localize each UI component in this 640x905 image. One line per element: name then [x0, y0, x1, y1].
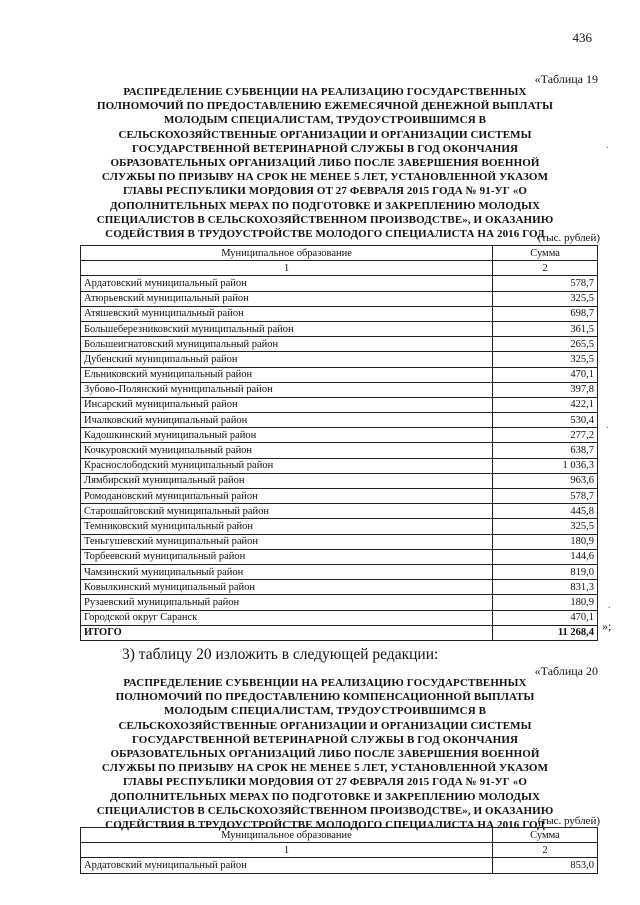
sum-value: 1 036,3 [493, 458, 598, 473]
table-19 [80, 245, 598, 641]
heading-line: СЕЛЬСКОХОЗЯЙСТВЕННЫЕ ОРГАНИЗАЦИИ И ОРГАНИЗАЦИИ СИСТЕМЫ [118, 719, 532, 732]
heading-line: ПОЛНОМОЧИЙ ПО ПРЕДОСТАВЛЕНИЮ КОМПЕНСАЦИОННОЙ ВЫПЛАТЫ [115, 691, 535, 704]
table-row [81, 428, 598, 443]
municipality-name: Атюрьевский муниципальный район [81, 291, 493, 306]
sum-value: 963,6 [493, 473, 598, 488]
column-header-sum: Сумма [492, 828, 597, 843]
column-header-sum: Сумма [493, 246, 598, 261]
sum-value: 325,5 [493, 352, 598, 367]
page-number: 436 [572, 30, 592, 45]
table-header-row [81, 246, 598, 261]
municipality-name: Рузаевский муниципальный район [81, 595, 493, 610]
municipality-name: Ромодановский муниципальный район [81, 489, 493, 504]
municipality-name: Краснослободский муниципальный район [81, 458, 493, 473]
sum-value: 361,5 [493, 321, 598, 336]
municipality-name: Ичалковский муниципальный район [81, 413, 493, 428]
closing-quote-mark: »; [602, 619, 612, 633]
table-row [81, 352, 598, 367]
sum-value: 638,7 [493, 443, 598, 458]
municipality-name: Ардатовский муниципальный район [81, 276, 493, 291]
heading-line: СОДЕЙСТВИЯ В ТРУДОУСТРОЙСТВЕ МОЛОДОГО СПЕЦИАЛИСТА НА 2016 ГОД [105, 228, 545, 241]
table-row [81, 397, 598, 412]
column-number-row [81, 261, 598, 276]
heading-line: ОБРАЗОВАТЕЛЬНЫХ ОРГАНИЗАЦИЙ ЛИБО ПОСЛЕ ЗАВЕРШЕНИЯ ВОЕННОЙ [110, 748, 540, 761]
heading-line: ГОСУДАРСТВЕННОЙ ВЕТЕРИНАРНОЙ СЛУЖБЫ В ГОД ОКОНЧАНИЯ [131, 142, 519, 155]
table-row [81, 337, 598, 352]
sum-value: 325,5 [493, 291, 598, 306]
sum-value: 831,3 [493, 580, 598, 595]
heading-line: ДОПОЛНИТЕЛЬНЫХ МЕРАХ ПО ПОДГОТОВКЕ И ЗАКРЕПЛЕНИЮ МОЛОДЫХ [109, 199, 541, 212]
heading-line: ГЛАВЫ РЕСПУБЛИКИ МОРДОВИЯ ОТ 27 ФЕВРАЛЯ 2015 ГОДА № 91-УГ «О [123, 185, 527, 198]
heading-line: РАСПРЕДЕЛЕНИЕ СУБВЕНЦИИ НА РЕАЛИЗАЦИЮ ГОСУДАРСТВЕННЫХ [123, 677, 527, 689]
column-header-municipality: Муниципальное образование [81, 246, 493, 261]
municipality-name: Большеберезниковский муниципальный район [81, 321, 493, 336]
municipality-name: Ардатовский муниципальный район [81, 858, 493, 873]
municipality-name: Торбеевский муниципальный район [81, 549, 493, 564]
sum-value: 819,0 [493, 564, 598, 579]
municipality-name: Ельниковский муниципальный район [81, 367, 493, 382]
sum-value: 578,7 [493, 489, 598, 504]
table-row [81, 549, 598, 564]
municipality-name: Теньгушевский муниципальный район [81, 534, 493, 549]
municipality-name: Старошайговский муниципальный район [81, 504, 493, 519]
heading-line: СПЕЦИАЛИСТОВ В СЕЛЬСКОХОЗЯЙСТВЕННОМ ПРОИЗВОДСТВЕ», И ОКАЗАНИЮ [96, 213, 554, 226]
column-number-row [81, 843, 598, 858]
table-row [81, 291, 598, 306]
margin-mark: . [606, 420, 609, 431]
sum-value: 470,1 [493, 610, 598, 625]
sum-value: 277,2 [493, 428, 598, 443]
table-row [81, 519, 598, 534]
heading-line: ДОПОЛНИТЕЛЬНЫХ МЕРАХ ПО ПОДГОТОВКЕ И ЗАКРЕПЛЕНИЮ МОЛОДЫХ [109, 790, 541, 803]
heading-line: СЛУЖБЫ ПО ПРИЗЫВУ НА СРОК НЕ МЕНЕЕ 5 ЛЕТ, УСТАНОВЛЕННОЙ УКАЗОМ [101, 762, 549, 775]
sum-value: 853,0 [492, 858, 597, 873]
municipality-name: Атяшевский муниципальный район [81, 306, 493, 321]
table-20-heading [80, 676, 570, 832]
municipality-name: Чамзинский муниципальный район [81, 564, 493, 579]
heading-line: СЕЛЬСКОХОЗЯЙСТВЕННЫЕ ОРГАНИЗАЦИИ И ОРГАНИЗАЦИИ СИСТЕМЫ [118, 128, 532, 141]
table-row [81, 610, 598, 625]
heading-line: ГОСУДАРСТВЕННОЙ ВЕТЕРИНАРНОЙ СЛУЖБЫ В ГОД ОКОНЧАНИЯ [131, 733, 519, 746]
total-label: ИТОГО [81, 625, 493, 640]
municipality-name: Кадошкинский муниципальный район [81, 428, 493, 443]
sum-value: 578,7 [493, 276, 598, 291]
table-row [81, 458, 598, 473]
sum-value: 180,9 [493, 534, 598, 549]
heading-line: СПЕЦИАЛИСТОВ В СЕЛЬСКОХОЗЯЙСТВЕННОМ ПРОИЗВОДСТВЕ», И ОКАЗАНИЮ [96, 804, 554, 817]
heading-line: СОДЕЙСТВИЯ В ТРУДОУСТРОЙСТВЕ МОЛОДОГО СПЕЦИАЛИСТА НА 2016 ГОД [105, 819, 545, 832]
column-number-2: 2 [492, 843, 597, 858]
sum-value: 422,1 [493, 397, 598, 412]
municipality-name: Темниковский муниципальный район [81, 519, 493, 534]
sum-value: 698,7 [493, 306, 598, 321]
sum-value: 180,9 [493, 595, 598, 610]
heading-line: ГЛАВЫ РЕСПУБЛИКИ МОРДОВИЯ ОТ 27 ФЕВРАЛЯ 2015 ГОДА № 91-УГ «О [123, 776, 527, 789]
heading-line: РАСПРЕДЕЛЕНИЕ СУБВЕНЦИИ НА РЕАЛИЗАЦИЮ ГОСУДАРСТВЕННЫХ [123, 86, 527, 98]
table-row [81, 443, 598, 458]
table-20-ref: «Таблица 20 [534, 664, 598, 678]
sum-value: 470,1 [493, 367, 598, 382]
municipality-name: Зубово-Полянский муниципальный район [81, 382, 493, 397]
table-row [81, 534, 598, 549]
column-number-1: 1 [81, 261, 493, 276]
column-number-2: 2 [493, 261, 598, 276]
table-19-heading [80, 85, 570, 241]
municipality-name: Дубенский муниципальный район [81, 352, 493, 367]
sum-value: 445,8 [493, 504, 598, 519]
table-header-row [81, 828, 598, 843]
municipality-name: Инсарский муниципальный район [81, 397, 493, 412]
table-row [81, 858, 598, 873]
table-row [81, 489, 598, 504]
municipality-name: Лямбирский муниципальный район [81, 473, 493, 488]
municipality-name: Городской округ Саранск [81, 610, 493, 625]
table-19-units: (тыс. рублей) [537, 232, 600, 244]
table-row [81, 276, 598, 291]
total-row [81, 625, 598, 640]
table-row [81, 473, 598, 488]
table-row [81, 580, 598, 595]
total-value: 11 268,4 [493, 625, 598, 640]
table-row [81, 306, 598, 321]
margin-mark: . [606, 140, 609, 151]
table-row [81, 504, 598, 519]
table-row [81, 595, 598, 610]
municipality-name: Кочкуровский муниципальный район [81, 443, 493, 458]
sum-value: 144,6 [493, 549, 598, 564]
column-number-1: 1 [81, 843, 493, 858]
table-20 [80, 827, 598, 874]
heading-line: МОЛОДЫМ СПЕЦИАЛИСТАМ, ТРУДОУСТРОИВШИМСЯ В [163, 114, 487, 127]
sum-value: 265,5 [493, 337, 598, 352]
table-row [81, 321, 598, 336]
table-row [81, 382, 598, 397]
sum-value: 397,8 [493, 382, 598, 397]
table-row [81, 367, 598, 382]
municipality-name: Большеигнатовский муниципальный район [81, 337, 493, 352]
heading-line: ПОЛНОМОЧИЙ ПО ПРЕДОСТАВЛЕНИЮ ЕЖЕМЕСЯЧНОЙ ДЕНЕЖНОЙ ВЫПЛАТЫ [96, 100, 554, 113]
table-19-ref: «Таблица 19 [534, 72, 598, 86]
municipality-name: Ковылкинский муниципальный район [81, 580, 493, 595]
table-row [81, 564, 598, 579]
sum-value: 325,5 [493, 519, 598, 534]
sum-value: 530,4 [493, 413, 598, 428]
heading-line: МОЛОДЫМ СПЕЦИАЛИСТАМ, ТРУДОУСТРОИВШИМСЯ В [163, 705, 487, 718]
table-20-units: (тыс. рублей) [537, 815, 600, 827]
heading-line: ОБРАЗОВАТЕЛЬНЫХ ОРГАНИЗАЦИЙ ЛИБО ПОСЛЕ ЗАВЕРШЕНИЯ ВОЕННОЙ [110, 157, 540, 170]
table-row [81, 413, 598, 428]
column-header-municipality: Муниципальное образование [81, 828, 493, 843]
heading-line: СЛУЖБЫ ПО ПРИЗЫВУ НА СРОК НЕ МЕНЕЕ 5 ЛЕТ, УСТАНОВЛЕННОЙ УКАЗОМ [101, 171, 549, 184]
margin-mark: . [608, 600, 611, 611]
instruction-text: 3) таблицу 20 изложить в следующей редакции: [122, 646, 439, 663]
